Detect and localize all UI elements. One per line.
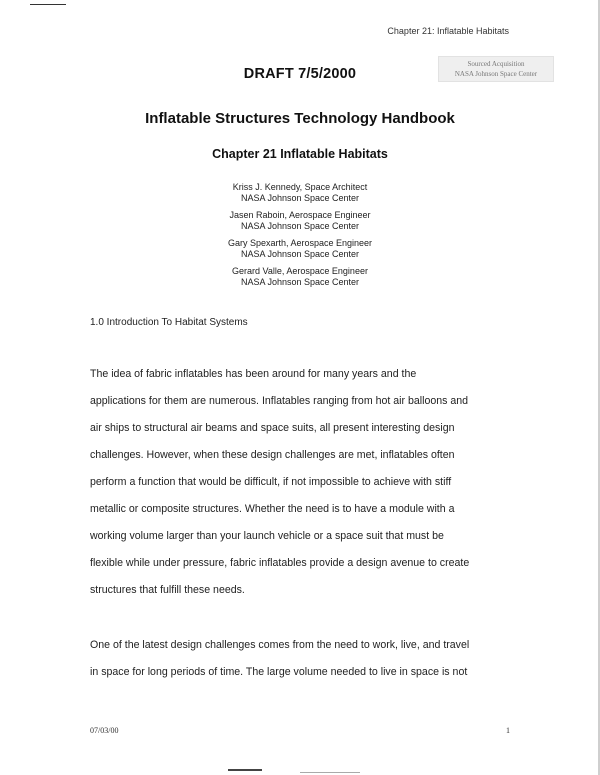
text-line: perform a function that would be difficult, if not impossible to achieve with stiff (90, 476, 452, 488)
author-name: Gerard Valle, Aerospace Engineer (232, 266, 368, 276)
acquisition-stamp (438, 56, 554, 82)
text-line: applications for them are numerous. Inflatables ranging from hot air balloons and (90, 395, 469, 407)
text-line: One of the latest design challenges comes from the need to work, live, and travel (90, 639, 470, 651)
author-org: NASA Johnson Space Center (240, 221, 360, 231)
section-heading: 1.0 Introduction To Habitat Systems (90, 317, 248, 328)
text-line: working volume larger than your launch vehicle or a space suit that must be (90, 530, 444, 542)
page-number: 1 (506, 726, 510, 735)
author-block (0, 210, 600, 232)
body-paragraph-1 (90, 361, 530, 604)
running-head: Chapter 21: Inflatable Habitats (387, 26, 509, 36)
text-line: metallic or composite structures. Whether the need is to have a module with a (90, 503, 455, 515)
author-block (0, 266, 600, 288)
text-line: flexible while under pressure, fabric inflatables provide a design avenue to create (90, 557, 470, 569)
scan-mark-bottom-faint (300, 772, 360, 773)
text-line: air ships to structural air beams and space suits, all present interesting design (90, 422, 455, 434)
author-block (0, 182, 600, 204)
chapter-title: Chapter 21 Inflatable Habitats (212, 147, 388, 161)
text-line: structures that fulfill these needs. (90, 584, 245, 596)
footer-date: 07/03/00 (90, 726, 119, 735)
scan-mark-bottom (228, 769, 262, 771)
stamp-line-1: Sourced Acquisition (467, 60, 525, 68)
author-name: Kriss J. Kennedy, Space Architect (232, 182, 368, 192)
body-paragraph-2 (90, 632, 530, 686)
document-title: Inflatable Structures Technology Handbook (145, 110, 455, 127)
text-line: challenges. However, when these design challenges are met, inflatables often (90, 449, 455, 461)
author-org: NASA Johnson Space Center (240, 193, 360, 203)
author-name: Jasen Raboin, Aerospace Engineer (229, 210, 371, 220)
author-org: NASA Johnson Space Center (240, 249, 360, 259)
text-line: in space for long periods of time. The large volume needed to live in space is not (90, 666, 468, 678)
author-block (0, 238, 600, 260)
text-line: The idea of fabric inflatables has been around for many years and the (90, 368, 417, 380)
author-name: Gary Spexarth, Aerospace Engineer (227, 238, 373, 248)
author-org: NASA Johnson Space Center (240, 277, 360, 287)
draft-label: DRAFT 7/5/2000 (243, 66, 357, 82)
stamp-line-2: NASA Johnson Space Center (454, 70, 538, 78)
author-list (0, 182, 600, 294)
scan-mark-top (30, 4, 66, 5)
